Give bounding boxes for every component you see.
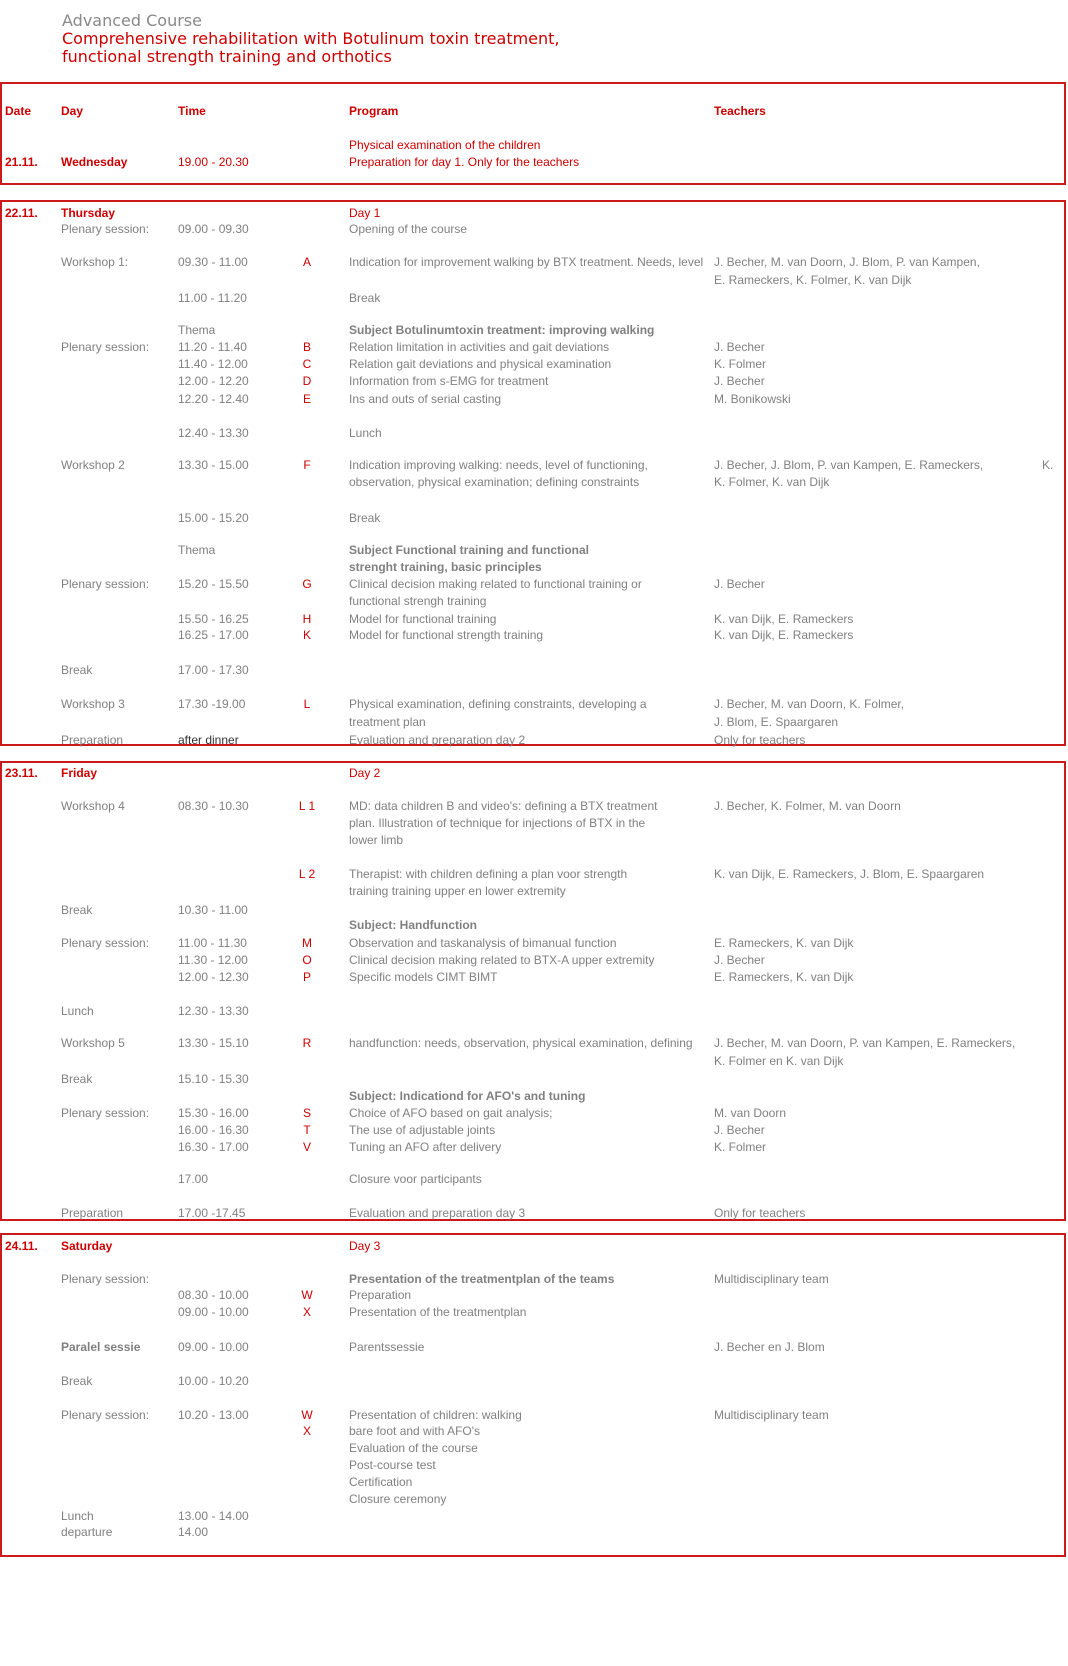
day-cell: Plenary session: [61,340,150,354]
course-label: Advanced Course [62,11,202,30]
time-cell: 12.20 - 12.40 [178,392,249,406]
teachers-cell: K. Folmer [714,357,767,371]
time-cell: Thema [178,543,216,557]
time-cell: 08.30 - 10.30 [178,799,249,813]
program-cell: Opening of the course [349,222,468,236]
schedule-row [2,322,1064,338]
code-cell: V [302,1140,311,1154]
schedule-row [2,1474,1064,1490]
schedule-row [2,510,1064,526]
time-cell: 10.30 - 11.00 [178,903,248,917]
code-cell: A [302,255,311,269]
schedule-row [2,356,1064,372]
time-cell: 13.30 - 15.10 [178,1036,249,1050]
schedule-row [2,1304,1064,1320]
schedule-row [2,221,1064,237]
program-cell: Choice of AFO based on gait analysis; [349,1106,553,1120]
schedule-row [2,1053,1064,1069]
schedule-section [0,1233,1066,1557]
teachers-cell: J. Becher, M. van Doorn, K. Folmer, [714,697,905,711]
code-cell: T [303,1123,311,1137]
schedule-row [2,373,1064,389]
schedule-row [2,474,1064,490]
teachers-cell: Multidisciplinary team [714,1408,829,1422]
teachers-cell: E. Rameckers, K. Folmer, K. van Dijk [714,273,912,287]
program-cell: Tuning an AFO after delivery [349,1140,502,1154]
time-cell: 10.20 - 13.00 [178,1408,249,1422]
schedule-row [2,103,1064,119]
program-cell: Physical examination of the children [349,138,541,152]
day-cell: Plenary session: [61,1408,150,1422]
time-cell: 12.40 - 13.30 [178,426,249,440]
teachers-cell: J. Becher [714,953,765,967]
teachers-cell: J. Becher [714,340,765,354]
code-cell: R [302,1036,312,1050]
time-cell: 09.30 - 11.00 [178,255,248,269]
teachers-cell: K. van Dijk, E. Rameckers [714,612,854,626]
program-cell: Observation and taskanalysis of bimanual function [349,936,617,950]
time-cell: 16.30 - 17.00 [178,1140,249,1154]
day-cell: Workshop 3 [61,697,125,711]
teachers-cell: Only for teachers [714,1206,806,1220]
teachers-cell: K. Folmer [714,1140,767,1154]
time-cell: 17.00 - 17.30 [178,663,249,677]
time-cell: 11.00 - 11.30 [178,936,247,950]
day-cell: Wednesday [61,155,128,169]
day-cell: Break [61,1374,93,1388]
schedule-row [2,1105,1064,1121]
program-cell: Post-course test [349,1458,436,1472]
teachers-cell: J. Becher, J. Blom, P. van Kampen, E. Rameckers, [714,458,984,472]
program-cell: Subject Botulinumtoxin treatment: improving walking [349,323,655,337]
time-cell: 17.00 -17.45 [178,1206,246,1220]
schedule-row [2,1139,1064,1155]
program-cell: Indication improving walking: needs, level of functioning, [349,458,648,472]
teachers-cell: J. Becher, K. Folmer, M. van Doorn [714,799,901,813]
schedule-row [2,391,1064,407]
time-cell: Time [178,104,206,118]
time-cell: 15.00 - 15.20 [178,511,249,525]
program-cell: Certification [349,1475,413,1489]
program-cell: Evaluation of the course [349,1441,478,1455]
teachers-cell: K. van Dijk, E. Rameckers, J. Blom, E. Spaargaren [714,867,985,881]
day-cell: Plenary session: [61,1106,150,1120]
program-cell: Model for functional strength training [349,628,544,642]
code-cell: F [303,458,311,472]
teachers-cell: J. Becher [714,1123,765,1137]
time-cell: 15.10 - 15.30 [178,1072,249,1086]
code-cell: X [302,1424,311,1438]
code-cell: G [302,577,312,591]
program-cell: Day 2 [349,766,381,780]
schedule-row [2,1457,1064,1473]
time-cell: 12.30 - 13.30 [178,1004,249,1018]
day-cell: Preparation [61,1206,124,1220]
schedule-section [0,761,1066,1221]
schedule-row [2,765,1064,781]
program-cell: Day 1 [349,206,381,220]
day-cell: Break [61,663,93,677]
teachers-cell: J. Becher, M. van Doorn, P. van Kampen, E. Rameckers, [714,1036,1016,1050]
day-cell: Thursday [61,206,116,220]
code-cell: H [302,612,312,626]
time-cell: 12.00 - 12.30 [178,970,249,984]
schedule-row [2,1491,1064,1507]
program-cell: Program [349,104,399,118]
teachers-cell: M. Bonikowski [714,392,791,406]
course-title-line-2: functional strength training and orthotics [62,47,392,66]
program-cell: Evaluation and preparation day 3 [349,1206,526,1220]
time-cell: 15.20 - 15.50 [178,577,249,591]
program-cell: Subject: Indicationd for AFO's and tuning [349,1089,586,1103]
schedule-row [2,1423,1064,1439]
day-cell: Break [61,903,93,917]
schedule-row [2,457,1064,473]
program-cell: functional strengh training [349,594,487,608]
date-cell: 24.11. [5,1239,38,1253]
day-cell: Paralel sessie [61,1340,141,1354]
schedule-row [2,883,1064,899]
schedule-row [2,1440,1064,1456]
teachers-cell: Teachers [714,104,766,118]
schedule-row [2,935,1064,951]
time-cell: after dinner [178,733,239,747]
code-cell: M [302,936,312,950]
program-cell: Relation limitation in activities and gait deviations [349,340,610,354]
program-cell: observation, physical examination; defining constraints [349,475,640,489]
program-cell: Parentssessie [349,1340,425,1354]
program-cell: Evaluation and preparation day 2 [349,733,526,747]
program-cell: Day 3 [349,1239,381,1253]
schedule-row [2,593,1064,609]
date-cell: 23.11. [5,766,38,780]
time-cell: 14.00 [178,1525,209,1539]
schedule-row [2,137,1064,153]
code-cell: C [302,357,312,371]
schedule-row [2,902,1064,918]
day-cell: Friday [61,766,98,780]
schedule-row [2,714,1064,730]
code-cell: W [301,1288,313,1302]
teachers-cell: E. Rameckers, K. van Dijk [714,936,854,950]
schedule-row [2,290,1064,306]
schedule-row [2,1407,1064,1423]
program-cell: Presentation of the treatmentplan [349,1305,527,1319]
schedule-row [2,339,1064,355]
teachers-cell: J. Blom, E. Spaargaren [714,715,839,729]
schedule-row [2,866,1064,882]
program-cell: Information from s-EMG for treatment [349,374,549,388]
schedule-row [2,1339,1064,1355]
program-cell: Ins and outs of serial casting [349,392,502,406]
program-cell: The use of adjustable joints [349,1123,496,1137]
day-cell: Plenary session: [61,936,150,950]
time-cell: 08.30 - 10.00 [178,1288,249,1302]
day-cell: Day [61,104,84,118]
time-cell: 11.30 - 12.00 [178,953,248,967]
schedule-row [2,1071,1064,1087]
schedule-row [2,254,1064,270]
day-cell: Lunch [61,1004,94,1018]
schedule-row [2,1271,1064,1287]
time-cell: 16.25 - 17.00 [178,628,249,642]
day-cell: Workshop 1: [61,255,129,269]
schedule-section [0,200,1066,746]
teachers-cell: K. van Dijk, E. Rameckers [714,628,854,642]
program-cell: handfunction: needs, observation, physical examination, defining [349,1036,693,1050]
teachers-cell: M. van Doorn [714,1106,787,1120]
schedule-row [2,542,1064,558]
teachers-cell: K. Folmer en K. van Dijk [714,1054,844,1068]
code-cell: B [302,340,311,354]
code-cell: S [302,1106,311,1120]
program-cell: Subject Functional training and functional [349,543,589,557]
time-cell: 10.00 - 10.20 [178,1374,249,1388]
document-header [62,12,560,66]
program-cell: MD: data children B and video's: defining a BTX treatment [349,799,658,813]
schedule-row [2,1238,1064,1254]
date-cell: 21.11. [5,155,38,169]
code-cell: L 1 [298,799,316,813]
day-cell: Saturday [61,1239,113,1253]
schedule-row [2,1035,1064,1051]
program-cell: plan. Illustration of technique for injections of BTX in the [349,816,646,830]
day-cell: Plenary session: [61,222,150,236]
course-title-line-1: Comprehensive rehabilitation with Botulinum toxin treatment, [62,29,560,48]
time-cell: 15.30 - 16.00 [178,1106,249,1120]
code-cell: L [303,697,311,711]
time-cell: 11.20 - 11.40 [178,340,247,354]
day-cell: Preparation [61,733,124,747]
program-cell: Clinical decision making related to BTX-A upper extremity [349,953,655,967]
schedule-row [2,205,1064,221]
code-cell: P [302,970,311,984]
schedule-row [2,1205,1064,1221]
schedule-row [2,1088,1064,1104]
code-cell: K [302,628,311,642]
day-cell: Lunch [61,1509,94,1523]
program-cell: bare foot and with AFO's [349,1424,481,1438]
program-cell: treatment plan [349,715,426,729]
code-cell: E [302,392,311,406]
schedule-row [2,696,1064,712]
schedule-section [0,82,1066,185]
schedule-row [2,832,1064,848]
day-cell: Plenary session: [61,577,150,591]
schedule-row [2,425,1064,441]
schedule-row [2,272,1064,288]
day-cell: Workshop 2 [61,458,125,472]
day-cell: departure [61,1525,113,1539]
schedule-row [2,1287,1064,1303]
schedule-row [2,952,1064,968]
program-cell: Model for functional training [349,612,497,626]
time-cell: 17.30 -19.00 [178,697,246,711]
time-cell: 12.00 - 12.20 [178,374,249,388]
day-cell: Workshop 5 [61,1036,125,1050]
day-cell: Plenary session: [61,1272,150,1286]
schedule-row [2,154,1064,170]
teachers-cell: K. Folmer, K. van Dijk [714,475,830,489]
schedule-row [2,1524,1064,1540]
schedule-row [2,662,1064,678]
program-cell: Presentation of the treatmentplan of the teams [349,1272,615,1286]
teachers-cell: Multidisciplinary team [714,1272,829,1286]
program-cell: Break [349,511,381,525]
teachers-cell: E. Rameckers, K. van Dijk [714,970,854,984]
program-cell: Lunch [349,426,382,440]
time-cell: Thema [178,323,216,337]
code-cell: W [301,1408,313,1422]
program-cell: Break [349,291,381,305]
program-cell: Indication for improvement walking by BTX treatment. Needs, level [349,255,704,269]
teachers-cell: J. Becher [714,374,765,388]
schedule-row [2,1508,1064,1524]
program-cell: Closure ceremony [349,1492,447,1506]
program-cell: lower limb [349,833,404,847]
time-cell: 11.00 - 11.20 [178,291,247,305]
teachers-cell: J. Becher, M. van Doorn, J. Blom, P. van Kampen, [714,255,980,269]
schedule-row [2,732,1064,748]
time-cell: 09.00 - 09.30 [178,222,249,236]
schedule-row [2,969,1064,985]
program-cell: Specific models CIMT BIMT [349,970,498,984]
schedule-row [2,917,1064,933]
program-cell: strenght training, basic principles [349,560,542,574]
teachers-cell: J. Becher [714,577,765,591]
schedule-row [2,798,1064,814]
program-cell: Preparation for day 1. Only for the teachers [349,155,580,169]
program-cell: Relation gait deviations and physical examination [349,357,612,371]
code-cell: D [302,374,312,388]
code-cell: O [302,953,312,967]
program-cell: training training upper en lower extremity [349,884,566,898]
time-cell: 15.50 - 16.25 [178,612,249,626]
program-cell: Presentation of children: walking [349,1408,522,1422]
schedule-row [2,1373,1064,1389]
code-cell: L 2 [298,867,316,881]
program-cell: Clinical decision making related to functional training or [349,577,642,591]
schedule-row [2,1122,1064,1138]
schedule-row [2,576,1064,592]
time-cell: 13.00 - 14.00 [178,1509,249,1523]
schedule-row [2,815,1064,831]
teachers-cell: J. Becher en J. Blom [714,1340,825,1354]
date-cell: 22.11. [5,206,38,220]
program-cell: Preparation [349,1288,412,1302]
program-cell: Therapist: with children defining a plan voor strength [349,867,628,881]
schedule-row [2,627,1064,643]
time-cell: 09.00 - 10.00 [178,1305,249,1319]
day-cell: Break [61,1072,93,1086]
day-cell: Workshop 4 [61,799,125,813]
time-cell: 17.00 [178,1172,209,1186]
schedule-row [2,1003,1064,1019]
schedule-row [2,611,1064,627]
teachers-cell: Only for teachers [714,733,806,747]
time-cell: 11.40 - 12.00 [178,357,248,371]
schedule-row [2,559,1064,575]
time-cell: 09.00 - 10.00 [178,1340,249,1354]
program-cell: Closure voor participants [349,1172,482,1186]
time-cell: 19.00 - 20.30 [178,155,249,169]
program-cell: Subject: Handfunction [349,918,477,932]
time-cell: 16.00 - 16.30 [178,1123,249,1137]
schedule-row [2,1171,1064,1187]
code-cell: X [302,1305,311,1319]
time-cell: 13.30 - 15.00 [178,458,249,472]
teachers-overflow-cell: K. [1042,458,1054,472]
date-cell: Date [5,104,32,118]
program-cell: Physical examination, defining constraints, developing a [349,697,647,711]
